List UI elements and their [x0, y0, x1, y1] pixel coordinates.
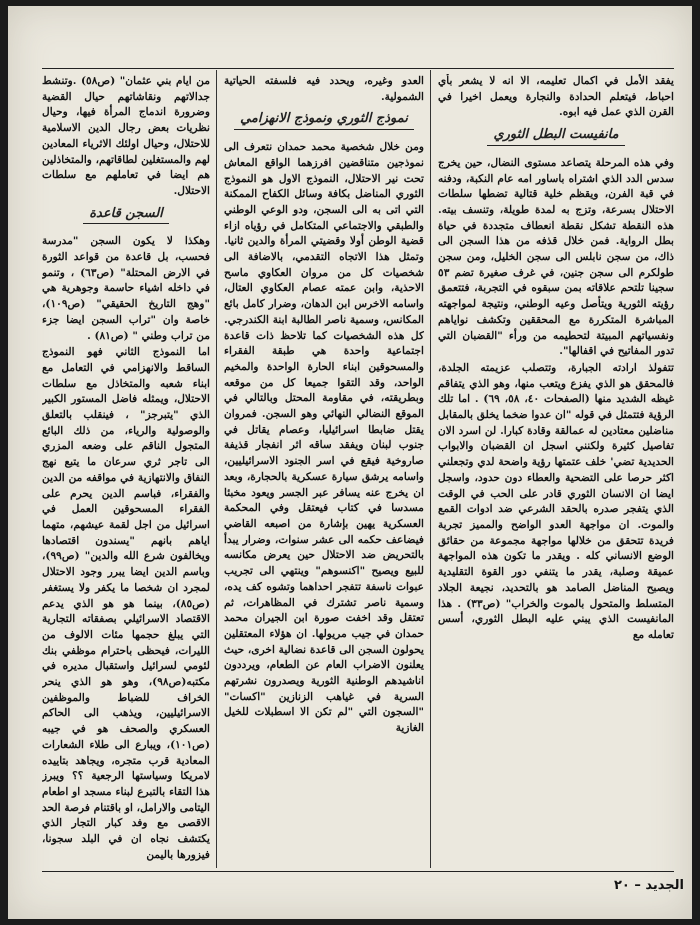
paragraph: من ايام بني عثمان" (ص٥٨) .وتنشط جدالاتهم ونقاشاتهم حيال القضية وضرورة اندماج المرأة فيها، وحيال نظريات بعض رجال الدين الاسلامية للاحتلال، وحيال اولئك الاثرياء المعادين لهم والمستغلين لطاقاتهم، والمتخاذلين هم ايضا في تعاملهم مع سلطات الاحتلال.: [42, 75, 210, 197]
paragraph: ومن خلال شخصية محمد حمدان نتعرف الى نموذجين متناقضين افرزهما الواقع المعاش تحت نير الاحتلال، النموذج الاول هو النموذج الثوري المناضل بكافة وسائل الكفاح الممكنة التي اتى به الى السجن، ودو الوعي الوطني والطبقي والاجتماعي المتكامل في رؤياه ازاء قضية الوطن أولا وقضيتي المرأة والدين ثانيا. وتمثل هذا الاتجاه التقدمي، بالاضافة الى شخصيات كل من مروان العكاوي ماسح الاحذية، وابن عمته عصام العكاوي العتال، واسامه الاخرس ابن الدهان، وضرار كامل بائع المكانس، وسمية ناصر الطالبة ابنة الكندرجي. كل هذه الشخصيات كما تلاحظ ذات قاعدة اجتماعية واحدة هي طبقة الفقراء والمسحوقين ابناء الحارة الواحدة والمخيم الواحد، وقد التقوا جميعا كل من موقعه وبطريقته، في مقاومة المحتل وبالتالي في الموقع النضالي النهائي وهو السجن. فمروان يقتل ضابطا اسرائيليا، وعصام يقاتل في جنوب لبنان ويفقد ساقه اثر انفجار قذيفة صاروخية فيقع في اسر الجنود الاسرائيليين، واسامه يرشق سيارة عسكرية بالحجارة، وبعد ان يخرج عنه يسافر عبر الجسر ويعود مخبئا مسدسا في كتاب فيعتقل وفي المحكمة العسكرية يهين بإشارة من اصبعه القاضي فيضاعف حكمه الى عشر سنوات، وضرار يبدأ بالتحريض ضد الاحتلال حين يعرض مكانسه للبيع ويصيح "اكنسوهم" وينتهي الى تجريب عبوات ناسفة تتفجر احداهما وتشوه كف يده، وسمية ناصر تشترك في المظاهرات، ثم تعتقل وقد اخفت صورة ابن الجيران محمد حمدان في جيب مريولها. ان هؤلاء المعتقلين يحولون السجن الى قاعدة نضالية اخرى، حيث يعلنون الاضراب العام عن الطعام، ويرددون اناشيدهم الوطنية الثورية ويصدرون نشرتهم السرية في غياهب الزنازين "اكسات" "السجون التي "لم تكن الا اسطبلات للخيل الغازية: [224, 141, 424, 735]
heading-text: السجن قاعدة: [83, 206, 169, 225]
paragraph: العدو وغيره، ويحدد فيه فلسفته الحياتية الشمولية.: [224, 75, 424, 103]
heading-text: مانفيست البطل الثوري: [487, 127, 624, 146]
paragraph: تتفولذ ارادته الجبارة، وتتصلب عزيمته الجلدة، فالمحقق هو الذي يفزع ويتعب منها، وهو الذي يتفاقم غيظه الشديد منها (الصفحات ٤٠، ٥٨، ٦٩) . اما تلك الرؤية فتتمثل في قوله "ان عدوا ضخما يخلق بالمقابل مناضلين معتادين له عمالقة وقادة كبارا. لن اسرد الان تفاصيل كثيرة ولكنني اسجل ان القضبان والابواب الحديدية تضي' خلف عتمتها رؤية واضحة لدي وتجعلني اكثر حرصا على التضحية والعطاء دون حدود، واسجل ايضا ان الانسان الثوري قادر على الحب في الوقت الذي يتفجر صدره بالحقد الشرعي ضد ادوات القمع والموت. ان مواجهة العدو الواضح والمميز تجربة فريدة تتحقق من خلالها مواجهة مجموعة من حقائق الوضع الانساني كله . ويقدر ما تكون هذه المواجهة عميقة وصلبة، يقدر ما يتنفي دور القوة التقليدية ويصبح المناضل الصامد هو بالتحديد، نجيعة الجلاد المتسلط والمتحول بالموت والخراب" (ص٣٣) . هذا المانفيست الذي يبني عليه البطل الثوري، أسس تعامله مع: [438, 361, 674, 641]
paragraph: وفي هذه المرحلة يتصاعد مستوى النضال، حين يخرج سدس الدد الذي اشتراه باساور امه عام النكبة، ودفنه في قبة الفرن، ويقظم خلية قتالية تضطها سلطات الاحتلال بسرعة، وتزج به لمدة طويلة، وتنسف بيته. هذه النقطة تشكل نقطة انعطاف متجددة في حياة بطل الرواية. فمن خلال قذفه من هذا السجن الى ذاك، من سجن نابلس الى سجن الخليل، ومن سجن طولكرم الى سجن جنين، في غرف صغيرة تضم ٥٣ سجينا تلتحم علاقاته بمن سبقوه في التجربة، فتتعمق رؤيته الثورية ويتأصل وعيه الوطني، ونتيجة لمواجهته المباشرة المتكررة مع المحققين وتكشف نواياهم ونفسياتهم المبيتة لتحطيمه من ورأء "القضبان التي تدور المفاتيح في اقفالها".: [438, 156, 674, 358]
column-divider: [216, 70, 217, 868]
section-heading: [42, 206, 210, 225]
paragraph: يفقد الأمل في اكمال تعليمه، الا انه لا يشعر بأي احباط، فيتعلم الحدادة والنجارة ويعمل اخيرا في القرن الذي عمل فيه ابوه.: [438, 75, 674, 119]
magazine-page: [8, 6, 692, 919]
top-rule: [42, 68, 674, 69]
page-footer: الجديد – ٢٠: [613, 878, 684, 893]
bottom-rule: [42, 871, 674, 872]
heading-text: نموذج الثوري ونموذج الانهزامي: [234, 111, 414, 130]
paragraph: اما النموذج الثاني فهو النموذج الساقط والانهزامي في التعامل مع ابناء شعبه والمتخاذل مع سلطات الاحتلال، ويمثله فاضل المستور الكبير الذي "يتبرجز" ، فينقلب بالتعلق والوصولية والرياء، من ذلك البائع المتجول الناقم على وضعه المزري الى تاجر ثري سرعان ما يتبع نهج النفاق والانتهازية في مواقفه من الدين والفقراء، فباسم الدين يحرم على الفقراء المسحوقين العمل في اسرائيل من اجل لقمة عيشهم، متهما اياهم بانهم "يسندون اقتصادها ويخالفون شرع الله والدين" (ص٩٩)، وباسم الدين ايضا يبرر وجود الاحتلال لمجرد ان شخصا ما يكفر ولا يستغفر (ص٨٥)، بينما هو هو الذي يدعم الاقتصاد الاسرائيلي بصفقاته التجارية التي يبلغ حجمها مئات الالوف من الليرات، فيحظى باحترام موظفي بنك لئومي لسرائيل واستقبال مديره في مكتبه(ص٩٨)، وهو هو الذي ينحر الخراف للضباط والموظفين الاسرائيليين، ويذهب الى الحاكم العسكري والصحف هو في جيبه (ص١٠١)، ويبارع الى طلاء الشعارات المعادية قرب متجره، ويجاهد بتاييده لامريكا وسياستها الرجعية ؟؟ ويبرز هذا التقاء بالتبرع لبناء مسجد او اطعام اليتامى والارامل، او باقتنام فرصة الحد الاقصى مع وفد كبار التجار الذي يكتشف نجاه ان في البلد سجونا، فيزورها باليمن: [42, 346, 210, 861]
column-left: [42, 74, 210, 868]
section-heading: [438, 127, 674, 146]
section-heading: [224, 111, 424, 130]
paragraph: وهكذا لا يكون السجن "مدرسة فحسب، بل قاعدة من قواعد الثورة في الارض المحتلة" (ص٦٣) ، وتنمو في داخله اشياء حاسمة وجوهرية هي "وهج التاريخ الحقيقي" (ص١٠٩)، خاصة وان "تراب السجن ايضا جزء من تراب وطني " (ص٨١) .: [42, 235, 210, 342]
column-middle: [224, 74, 424, 868]
column-divider: [430, 70, 431, 868]
column-right: [438, 74, 674, 868]
